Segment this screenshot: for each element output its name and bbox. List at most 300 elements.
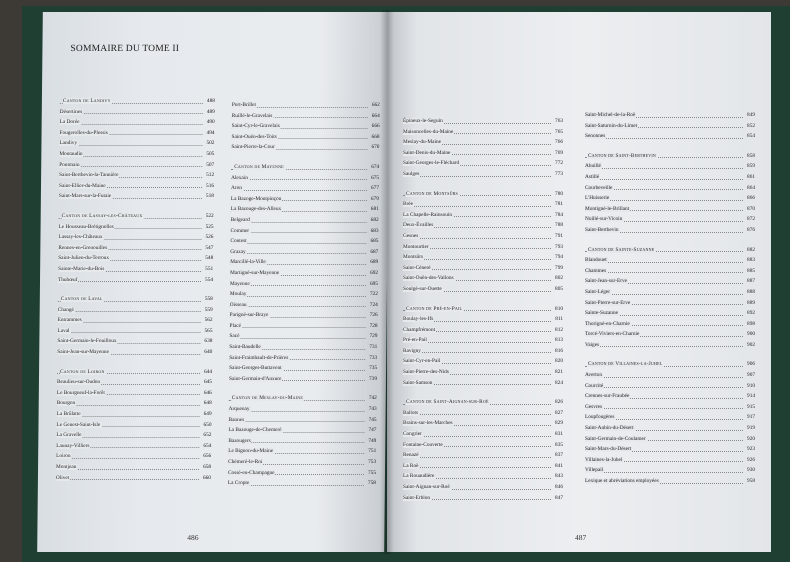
toc-entry-name: Saint-Saturnin-du-Limet — [585, 122, 638, 129]
toc-entry — [403, 493, 563, 504]
toc-entry-page: 559 — [204, 306, 213, 313]
toc-entry-name: Montourtier — [403, 243, 429, 250]
dot-leader — [585, 179, 743, 180]
toc-entry-page: 548 — [205, 255, 214, 262]
toc-entry-page: 692 — [370, 269, 379, 276]
toc-entry-page: 525 — [205, 223, 214, 230]
toc-entry-name: Launay-Villiers — [56, 442, 90, 449]
toc-entry-name: Bazougers — [228, 437, 251, 444]
toc-entry-page: 749 — [368, 437, 377, 444]
toc-entry — [58, 243, 213, 254]
toc-entry — [585, 402, 755, 413]
toc-entry — [403, 242, 563, 253]
toc-entry-name: Brains-sur-les-Marches — [403, 420, 453, 427]
toc-entry — [403, 461, 563, 472]
toc-entry — [585, 214, 755, 225]
toc-entry — [585, 298, 755, 309]
toc-entry-page: 854 — [747, 133, 755, 140]
toc-entry-page: 666 — [371, 123, 380, 130]
toc-entry — [231, 142, 379, 153]
toc-entry-page: 923 — [747, 446, 755, 453]
toc-entry-page: 507 — [206, 161, 215, 168]
toc-entry — [585, 204, 755, 215]
toc-entry-name: Pontmain — [59, 161, 80, 168]
toc-entry — [585, 225, 755, 236]
toc-entry-name: Canton de Sainte-Suzanne — [588, 246, 655, 253]
toc-spacer — [58, 285, 213, 294]
toc-entry-page: 864 — [747, 184, 755, 191]
toc-entry-name: Canton de Saint-Aignan-sur-Roë — [406, 399, 489, 406]
toc-entry-name: Saint-Georges-Buttavent — [229, 365, 282, 372]
toc-entry-name: Arquenay — [228, 406, 250, 413]
toc-entry-page: 505 — [206, 150, 215, 157]
toc-entry-name: Port-Brillet — [231, 102, 257, 108]
toc-entry — [59, 181, 214, 192]
toc-entry — [585, 455, 755, 466]
toc-entry-name: Canton de Mayenne — [234, 163, 284, 170]
toc-entry — [403, 429, 563, 440]
dot-leader — [585, 387, 743, 388]
toc-entry-page: 821 — [555, 369, 563, 376]
toc-entry-name: Villepail — [585, 467, 604, 474]
toc-entry-page: 910 — [747, 382, 755, 389]
toc-entry-name: Villaines-la-Juhel — [585, 456, 623, 463]
dot-leader — [403, 414, 551, 415]
toc-entry — [228, 457, 376, 468]
toc-entry-name: La Bazoge-Montpinçon — [230, 195, 282, 202]
dot-leader — [231, 190, 367, 191]
toc-entry — [58, 253, 213, 264]
toc-entry-page: 565 — [204, 327, 213, 334]
toc-entry — [585, 308, 755, 319]
toc-entry-name: Marcillé-la-Ville — [230, 259, 266, 266]
dot-leader — [585, 272, 743, 273]
toc-entry-page: 646 — [203, 389, 212, 396]
toc-entry — [585, 370, 755, 381]
toc-entry-name: Placé — [229, 322, 242, 329]
toc-entry-page: 887 — [747, 278, 755, 285]
toc-entry-page: 681 — [370, 206, 379, 213]
toc-entry — [229, 404, 377, 415]
toc-entry — [403, 450, 563, 461]
toc-entry-page: 919 — [747, 425, 755, 432]
toc-entry-name: La Bazouge-de-Chemeré — [228, 427, 282, 434]
toc-entry-page: 656 — [203, 453, 212, 460]
toc-entry-page: 489 — [206, 108, 215, 115]
dot-leader — [585, 346, 743, 347]
toc-entry-page: 674 — [371, 163, 380, 170]
toc-entry-page: 930 — [747, 467, 755, 474]
toc-entry-name: Montaudin — [59, 150, 83, 157]
dot-leader — [56, 479, 199, 480]
toc-entry-name: Saint-Michel-de-la-Roë — [585, 112, 636, 118]
toc-entry-page: 876 — [747, 226, 755, 233]
toc-entry-page: 898 — [747, 320, 755, 327]
dot-leader — [230, 243, 366, 244]
toc-entry-name: Soulgé-sur-Ouette — [403, 285, 442, 292]
toc-entry — [232, 121, 380, 132]
dot-leader — [403, 457, 551, 458]
toc-entry-page: 765 — [555, 128, 563, 135]
toc-entry — [228, 478, 376, 489]
toc-entry-name: Saint-Mars-sur-la-Futaie — [58, 193, 112, 200]
toc-entry-name: Sacé — [229, 333, 240, 340]
toc-entry — [231, 132, 379, 143]
toc-entry-page: 726 — [369, 312, 378, 319]
toc-entry-name: La Brûlatte — [56, 411, 81, 418]
toc-spacer — [403, 388, 563, 397]
toc-entry-name: Épineux-le-Seguin — [403, 118, 443, 124]
toc-entry — [585, 110, 755, 121]
toc-entry-name: Saint-Germain-d'Anxure — [228, 375, 282, 382]
toc-entry-name: Saint-Julien-du-Terroux — [58, 255, 110, 262]
toc-entry — [56, 451, 211, 462]
toc-entry — [403, 199, 563, 210]
toc-entry-page: 733 — [369, 354, 378, 361]
toc-entry-page: 668 — [371, 133, 380, 140]
dot-leader — [403, 176, 551, 177]
toc-entry — [585, 391, 755, 402]
toc-entry-page: 781 — [555, 201, 563, 208]
toc-entry — [403, 471, 563, 482]
dot-leader — [585, 408, 743, 409]
dot-leader — [59, 145, 202, 146]
toc-entry-page: 859 — [747, 163, 755, 170]
toc-canton-heading — [231, 162, 379, 173]
toc-entry — [585, 266, 755, 277]
toc-entry-name: La Gravelle — [56, 432, 82, 439]
toc-entry-name: Changé — [57, 306, 74, 313]
toc-entry-page: 849 — [747, 112, 755, 118]
toc-entry-page: 824 — [555, 379, 563, 386]
toc-entry-page: 793 — [555, 243, 563, 250]
toc-entry-page: 805 — [555, 285, 563, 292]
toc-entry-name: Alexain — [231, 174, 248, 181]
toc-entry-page: 488 — [206, 98, 215, 104]
dot-leader — [585, 168, 743, 169]
toc-entry-name: La Cropte — [227, 480, 250, 487]
toc-entry-name: Saint-Aubin-du-Désert — [585, 425, 634, 432]
toc-canton-heading — [403, 397, 563, 408]
toc-entry-name: Saint-Fraimbault-de-Prières — [229, 354, 289, 361]
toc-entry — [59, 222, 214, 233]
toc-entry — [57, 398, 212, 409]
toc-entry-name: Champfrémont — [403, 326, 436, 333]
toc-entry-page: 813 — [555, 337, 563, 344]
toc-canton-heading — [585, 359, 755, 370]
toc-entry-page: 724 — [369, 301, 378, 308]
toc-entry-name: Aron — [230, 185, 242, 192]
toc-entry — [403, 314, 563, 325]
toc-entry-name: Saint-Jean-sur-Mayenne — [57, 349, 109, 356]
toc-canton-heading — [60, 96, 215, 107]
toc-entry — [60, 117, 215, 128]
toc-entry-page: 682 — [370, 216, 379, 223]
toc-spacer — [585, 142, 755, 151]
toc-entry-name: Saint-Denis-du-Maine — [403, 149, 451, 156]
toc-entry-name: Blandouet — [585, 257, 607, 264]
toc-canton-heading — [403, 189, 563, 200]
toc-entry-name: Martigné-sur-Mayenne — [230, 269, 280, 276]
dot-leader — [403, 352, 551, 353]
toc-entry-page: 811 — [555, 316, 563, 323]
toc-entry — [585, 340, 755, 351]
toc-entry — [59, 138, 214, 149]
toc-entry-name: Oisseau — [229, 301, 247, 308]
toc-entry-name: Canton de Meslay-du-Maine — [231, 395, 304, 402]
toc-entry — [59, 191, 214, 202]
toc-entry — [585, 255, 755, 266]
toc-entry-name: Saint-Mars-du-Désert — [585, 446, 632, 453]
toc-entry-name: Vaiges — [585, 341, 600, 348]
toc-entry-page: 888 — [747, 288, 755, 295]
dot-leader — [58, 311, 201, 312]
toc-entry — [58, 232, 213, 243]
toc-entry — [585, 476, 755, 487]
toc-entry-page: 675 — [371, 174, 380, 181]
toc-entry-page: 516 — [206, 182, 215, 189]
toc-entry — [403, 367, 563, 378]
toc-entry-page: 522 — [205, 212, 214, 219]
toc-entry-page: 731 — [369, 344, 378, 351]
toc-entry-name: La Dorée — [59, 119, 80, 126]
toc-entry-name: Pré-en-Pail — [403, 337, 427, 344]
toc-entry — [59, 149, 214, 160]
toc-entry-page: 660 — [202, 474, 211, 481]
toc-entry-page: 526 — [205, 234, 214, 241]
toc-entry-page: 662 — [371, 102, 380, 108]
toc-entry-name: Parigné-sur-Braye — [229, 312, 269, 319]
dot-leader — [230, 253, 366, 254]
toc-entry — [230, 236, 378, 247]
toc-entry-page: 958 — [747, 478, 755, 484]
toc-entry-name: Sainte-Marie-du-Bois — [58, 265, 105, 272]
toc-entry — [403, 116, 563, 127]
toc-entry-page: 558 — [204, 296, 213, 303]
dot-leader — [585, 377, 743, 378]
toc-entry — [231, 215, 379, 226]
toc-entry — [403, 284, 563, 295]
toc-entry-name: Meslay-du-Maine — [403, 139, 441, 146]
toc-spacer — [585, 236, 755, 245]
toc-entry — [403, 231, 563, 242]
toc-entry-page: 831 — [555, 431, 563, 438]
toc-entry-name: Grazay — [230, 248, 246, 255]
dot-leader — [231, 179, 367, 180]
toc-entry-name: Saint-Ellier-du-Maine — [58, 182, 106, 189]
toc-entry-name: Averton — [585, 372, 602, 379]
toc-entry — [585, 172, 755, 183]
dot-leader — [403, 436, 551, 437]
dot-leader — [231, 232, 367, 233]
toc-entry — [585, 183, 755, 194]
toc-entry-name: Saint-Berthevin-la-Tannière — [59, 172, 119, 179]
toc-entry-name: Saint-Pierre-la-Cour — [231, 144, 275, 151]
toc-entry-page: 866 — [747, 195, 755, 202]
toc-entry-page: 755 — [368, 469, 377, 476]
toc-entry-page: 739 — [369, 375, 378, 382]
toc-entry — [403, 220, 563, 231]
toc-entry-name: Gesnes — [403, 232, 419, 239]
toc-entry-page: 914 — [747, 393, 755, 400]
toc-entry-name: Crennes-sur-Fraubée — [585, 393, 630, 400]
toc-column — [585, 110, 755, 487]
toc-entry-name: Saint-Baudelle — [229, 344, 261, 351]
toc-entry-name: Fougerolles-du-Plessis — [59, 129, 108, 136]
toc-entry — [56, 430, 211, 441]
toc-entry-name: Boulay-les-Ifs — [403, 316, 434, 323]
toc-canton-heading — [585, 245, 755, 256]
toc-entry — [585, 329, 755, 340]
toc-entry — [231, 194, 379, 205]
toc-entry-name: Contest — [230, 238, 247, 245]
toc-entry — [58, 305, 213, 316]
toc-entry — [403, 356, 563, 367]
toc-entry-page: 846 — [555, 484, 563, 490]
toc-entry-page: 547 — [205, 244, 214, 251]
toc-spacer — [403, 180, 563, 189]
toc-entry — [56, 441, 211, 452]
toc-entry-page: 644 — [204, 368, 213, 375]
toc-entry-page: 658 — [203, 464, 212, 470]
page-header: SOMMAIRE DU TOME II — [70, 44, 180, 54]
toc-entry — [585, 381, 755, 392]
toc-entry-name: Saint-Samson — [403, 379, 433, 386]
toc-entry — [403, 148, 563, 159]
toc-entry — [229, 353, 377, 364]
toc-entry-page: 794 — [555, 254, 563, 261]
toc-entry-page: 654 — [203, 442, 212, 449]
toc-entry-page: 645 — [203, 379, 212, 386]
toc-entry — [56, 473, 211, 484]
toc-entry-page: 652 — [203, 432, 212, 439]
toc-entry-name: Maisoncelles-du-Maine — [403, 128, 454, 135]
toc-entry-name: Canton de Pré-en-Pail — [406, 305, 463, 312]
toc-entry — [585, 121, 755, 132]
page-number: 487 — [575, 533, 587, 542]
toc-entry-page: 847 — [555, 494, 563, 501]
toc-entry-name: Cossé-en-Champagne — [227, 469, 275, 476]
toc-entry-page: 769 — [555, 149, 563, 156]
toc-entry-name: Saint-Aignan-sur-Roë — [403, 484, 450, 490]
toc-entry-page: 763 — [555, 118, 563, 124]
dot-leader — [585, 472, 743, 473]
dot-leader — [231, 222, 367, 223]
toc-entry-name: Fontaine-Couverte — [403, 441, 443, 448]
toc-entry-page: 562 — [204, 317, 213, 324]
toc-entry-page: 747 — [368, 427, 377, 434]
toc-entry-name: Montjean — [56, 464, 77, 470]
toc-entry — [228, 436, 376, 447]
toc-entry-name: Saint-Cyr-le-Gravelais — [231, 123, 280, 130]
toc-entry — [403, 335, 563, 346]
toc-entry-page: 816 — [555, 347, 563, 354]
dot-leader — [230, 306, 366, 307]
toc-entry — [232, 111, 380, 122]
toc-entry — [58, 275, 213, 286]
toc-entry-page: 751 — [368, 448, 377, 455]
toc-entry-name: Deux-Évailles — [403, 222, 434, 229]
toc-entry-name: Senonnes — [585, 133, 606, 140]
toc-entry-page: 554 — [205, 276, 214, 283]
toc-entry — [230, 279, 378, 290]
toc-entry-name: Désertines — [59, 108, 83, 115]
toc-entry — [231, 173, 379, 184]
toc-entry — [403, 325, 563, 336]
toc-entry-name: Canton de Saint-Berthevin — [588, 152, 656, 159]
toc-entry-page: 906 — [747, 361, 755, 368]
toc-entry-page: 915 — [747, 403, 755, 410]
toc-entry-name: La Chapelle-Rainsouin — [403, 211, 452, 218]
toc-entry-name: La Bazouge-des-Alleux — [230, 206, 282, 213]
toc-entry-page: 902 — [747, 341, 755, 348]
toc-entry — [57, 347, 212, 358]
toc-entry-name: Gesvres — [585, 403, 603, 410]
toc-entry-name: La Roë — [403, 462, 419, 469]
dot-leader — [57, 405, 200, 406]
toc-entry — [56, 420, 211, 431]
toc-entry — [229, 374, 377, 385]
toc-entry-name: Bourgon — [56, 400, 76, 407]
toc-entry-page: 858 — [747, 152, 755, 159]
toc-entry — [403, 440, 563, 451]
toc-canton-heading — [59, 211, 214, 222]
toc-entry-page: 518 — [205, 193, 214, 200]
toc-entry — [585, 465, 755, 476]
toc-entry-name: Entrammes — [57, 317, 82, 324]
toc-entry-name: Belgeard — [230, 216, 250, 223]
toc-entry-page: 551 — [205, 265, 214, 272]
left-page — [37, 12, 390, 552]
toc-entry-name: Canton de Montsûrs — [406, 190, 458, 197]
toc-entry-name: Sainte-Suzanne — [585, 310, 618, 317]
toc-entry-page: 780 — [555, 190, 563, 197]
toc-canton-heading — [403, 304, 563, 315]
dot-leader — [230, 327, 366, 328]
toc-spacer — [59, 202, 214, 211]
toc-entry-page: 892 — [747, 310, 755, 317]
toc-entry — [403, 158, 563, 169]
toc-entry — [585, 193, 755, 204]
toc-entry — [57, 409, 212, 420]
toc-entry-page: 926 — [747, 456, 755, 463]
toc-entry-name: Lexique et abréviations employées — [585, 478, 659, 484]
toc-entry — [403, 127, 563, 138]
toc-entry — [229, 363, 377, 374]
toc-entry — [58, 264, 213, 275]
dot-leader — [585, 262, 743, 263]
toc-entry-page: 512 — [206, 172, 215, 179]
toc-entry-page: 729 — [369, 333, 378, 340]
toc-entry-page: 883 — [747, 257, 755, 264]
toc-entry — [228, 468, 376, 479]
toc-entry-page: 788 — [555, 222, 563, 229]
toc-entry-page: 882 — [747, 246, 755, 253]
dot-leader — [229, 338, 365, 339]
toc-entry-name: Canton de Villaines-la-Juhel — [588, 361, 663, 368]
toc-entry-name: Brée — [403, 201, 413, 208]
toc-entry-page: 827 — [555, 409, 563, 416]
toc-entry — [403, 210, 563, 221]
dot-leader — [585, 138, 743, 139]
toc-entry — [585, 276, 755, 287]
toc-spacer — [403, 295, 563, 304]
toc-entry-page: 852 — [747, 122, 755, 129]
toc-entry-page: 843 — [555, 473, 563, 480]
toc-entry — [59, 170, 214, 181]
toc-entry-page: 722 — [369, 291, 378, 298]
toc-entry-page: 638 — [204, 338, 213, 345]
